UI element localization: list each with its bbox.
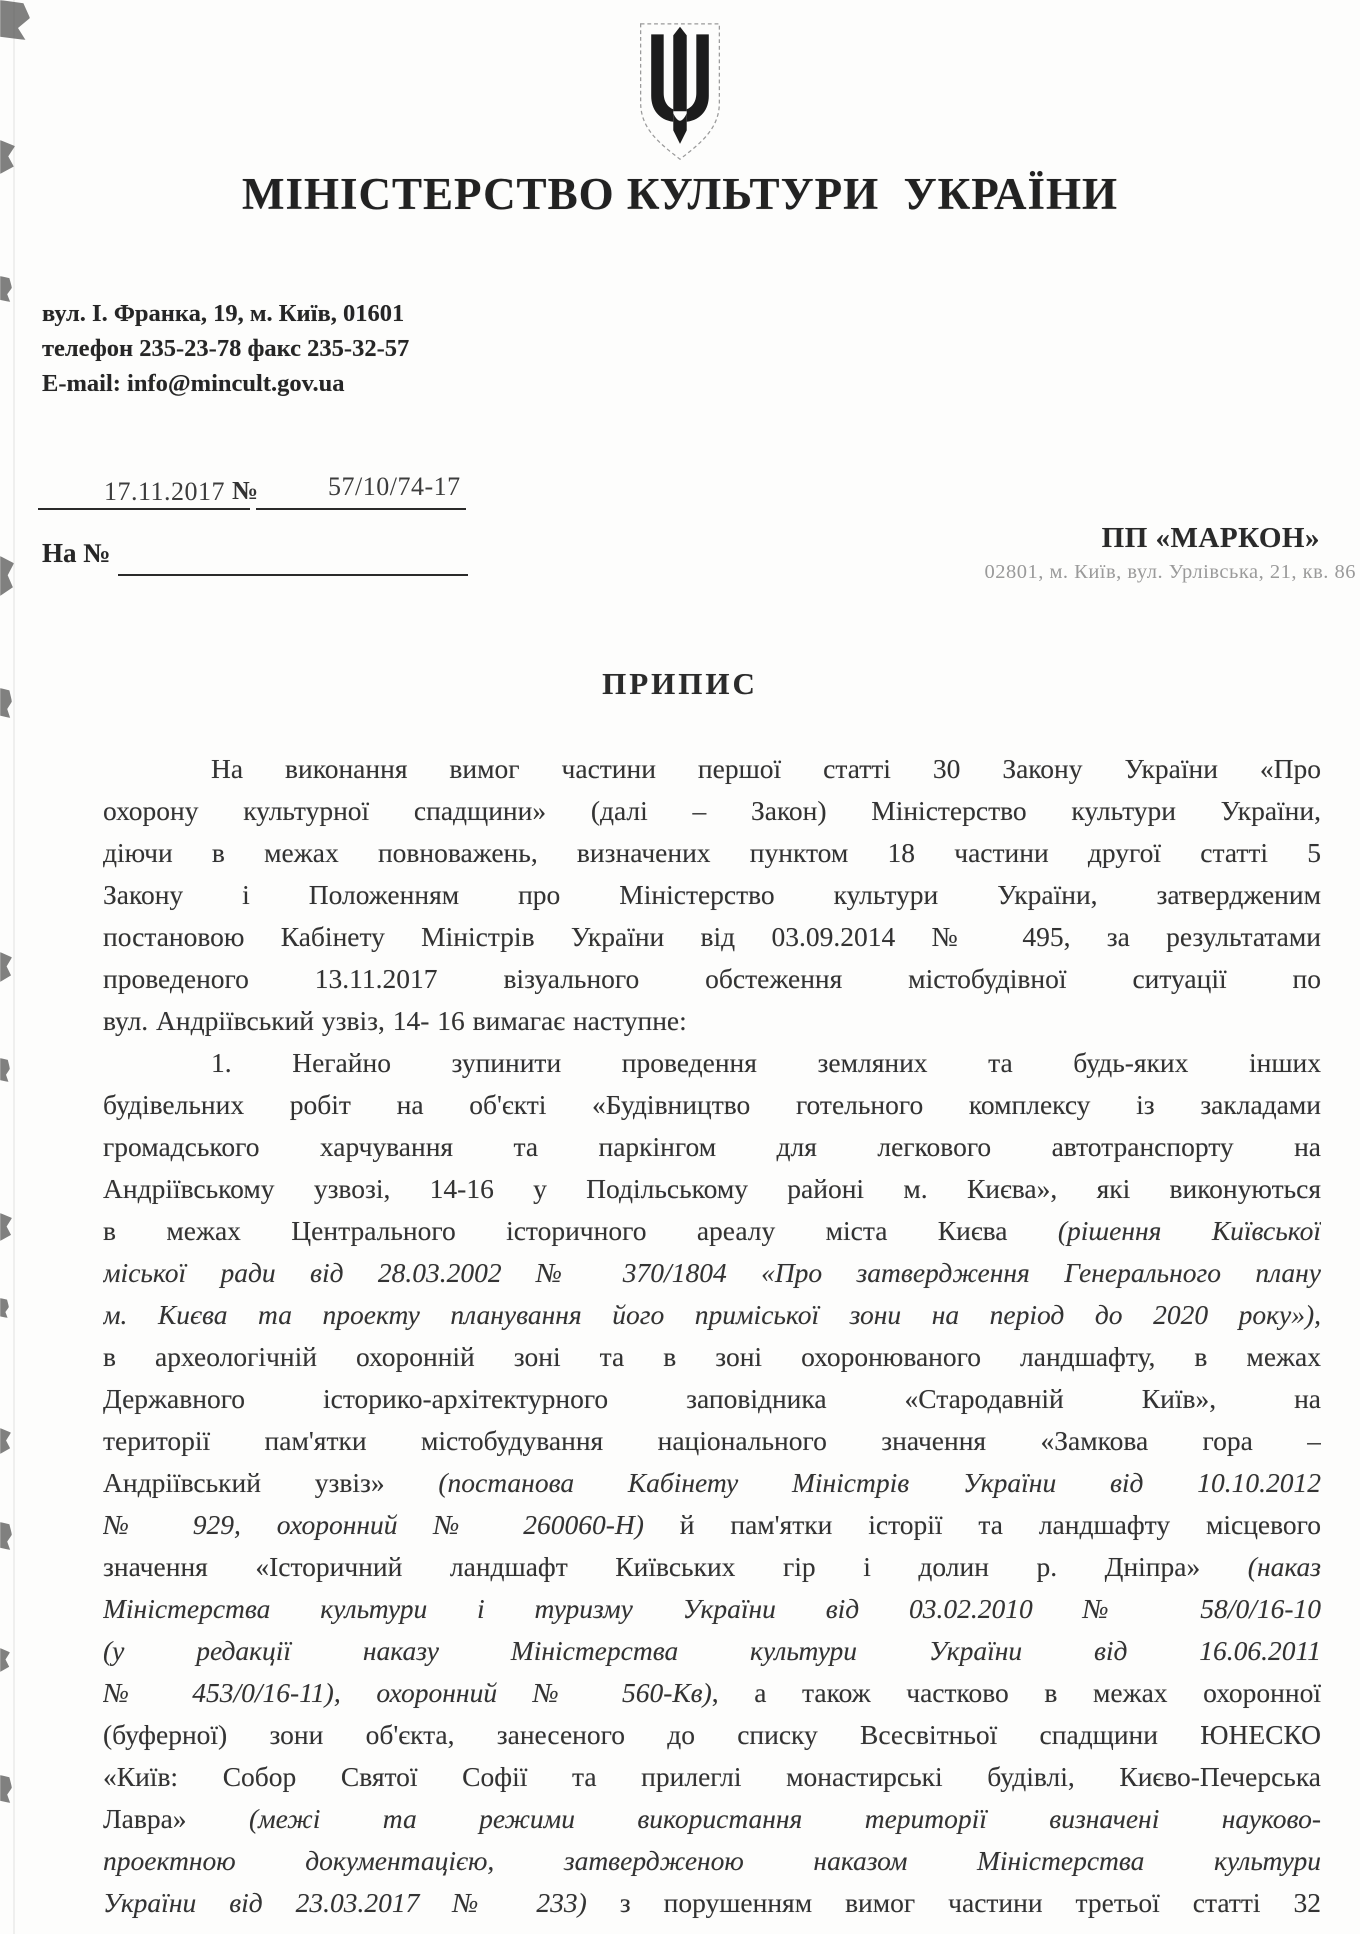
scan-artifact bbox=[0, 1648, 10, 1672]
outgoing-date: 17.11.2017 bbox=[104, 477, 226, 506]
body-line: Закону і Положенням про Міністерство культури України, затвердженим bbox=[103, 879, 1321, 910]
body-line: м. Києва та проекту планування його приміської зони на період до 2020 року»), bbox=[103, 1299, 1321, 1330]
body-line: України від 23.03.2017 № 233) з порушенням вимог частини третьої статті 32 bbox=[103, 1887, 1321, 1918]
body-line: На виконання вимог частини першої статті 30 Закону України «Про bbox=[211, 753, 1321, 784]
body-line: охорону культурної спадщини» (далі – Закон) Міністерство культури України, bbox=[103, 795, 1321, 826]
body-line: будівельних робіт на об'єкті «Будівництво готельного комплексу із закладами bbox=[103, 1089, 1321, 1120]
reply-to-label: На № bbox=[42, 538, 111, 568]
recipient-address: 02801, м. Київ, вул. Урлівська, 21, кв. 86 bbox=[984, 561, 1356, 583]
body-line: (у редакції наказу Міністерства культури України від 16.06.2011 bbox=[103, 1635, 1321, 1666]
scan-artifact bbox=[0, 556, 14, 596]
scan-artifact bbox=[0, 1775, 12, 1803]
body-line: (буферної) зони об'єкта, занесеного до списку Всесвітньої спадщини ЮНЕСКО bbox=[103, 1719, 1321, 1750]
body-line: Державного історико-архітектурного заповідника «Стародавній Київ», на bbox=[103, 1383, 1321, 1414]
body-line: вул. Андріївський узвіз, 14- 16 вимагає наступне: bbox=[103, 1005, 687, 1036]
body-line: в археологічній охоронній зоні та в зоні охоронюваного ландшафту, в межах bbox=[103, 1341, 1321, 1372]
scan-artifact bbox=[0, 952, 12, 982]
body-line: значення «Історичний ландшафт Київських гір і долин р. Дніпра» (наказ bbox=[103, 1551, 1321, 1582]
number-sign: № bbox=[232, 476, 259, 505]
scan-artifact bbox=[0, 1058, 10, 1082]
document-body bbox=[103, 748, 1321, 1924]
contact-email: E-mail: info@mincult.gov.ua bbox=[42, 370, 345, 397]
body-line: Андріївському узвозі, 14-16 у Подільському районі м. Києва», які виконуються bbox=[103, 1173, 1321, 1204]
body-line: 1. Негайно зупинити проведення земляних та будь-яких інших bbox=[211, 1047, 1321, 1078]
body-line: Міністерства культури і туризму України від 03.02.2010 № 58/0/16-10 bbox=[103, 1593, 1321, 1624]
contact-block bbox=[42, 296, 409, 401]
body-line: Лавра» (межі та режими використання території визначені науково- bbox=[103, 1803, 1321, 1834]
scan-artifact bbox=[0, 276, 12, 302]
scan-edge-line bbox=[13, 0, 15, 1934]
outgoing-number: 57/10/74-17 bbox=[328, 472, 461, 501]
contact-address: вул. І. Франка, 19, м. Київ, 01601 bbox=[42, 300, 405, 327]
scan-artifact bbox=[0, 1298, 9, 1318]
body-line: діючи в межах повноважень, визначених пунктом 18 частини другої статті 5 bbox=[103, 837, 1321, 868]
reply-underline bbox=[118, 574, 468, 576]
body-line: проведеного 13.11.2017 візуального обстеження містобудівної ситуації по bbox=[103, 963, 1321, 994]
document-heading: ПРИПИС bbox=[602, 666, 758, 701]
contact-phone: телефон 235-23-78 факс 235-32-57 bbox=[42, 335, 410, 362]
ukraine-trident-emblem bbox=[631, 20, 729, 164]
body-line: в межах Центрального історичного ареалу міста Києва (рішення Київської bbox=[103, 1215, 1321, 1246]
body-line: № 453/0/16-11), охоронний № 560-Кв), а також частково в межах охоронної bbox=[103, 1677, 1321, 1708]
number-underline bbox=[256, 508, 466, 510]
body-line: громадського харчування та паркінгом для легкового автотранспорту на bbox=[103, 1131, 1321, 1162]
body-line: постановою Кабінету Міністрів України від 03.09.2014 № 495, за результатами bbox=[103, 921, 1321, 952]
body-line: міської ради від 28.03.2002 № 370/1804 «Про затвердження Генерального плану bbox=[103, 1257, 1321, 1288]
body-line: № 929, охоронний № 260060-Н) й пам'ятки історії та ландшафту місцевого bbox=[103, 1509, 1321, 1540]
scan-artifact bbox=[0, 1428, 11, 1454]
ministry-title: МІНІСТЕРСТВО КУЛЬТУРИ УКРАЇНИ bbox=[242, 169, 1118, 219]
body-line: «Київ: Собор Святої Софії та прилеглі монастирські будівлі, Києво-Печерська bbox=[103, 1761, 1321, 1792]
recipient-name: ПП «МАРКОН» bbox=[1101, 522, 1320, 554]
recipient-block bbox=[984, 522, 1356, 584]
body-line: Андріївський узвіз» (постанова Кабінету Міністрів України від 10.10.2012 bbox=[103, 1467, 1321, 1498]
scan-artifact bbox=[0, 1522, 12, 1550]
body-line: проектною документацією, затвердженою наказом Міністерства культури bbox=[103, 1845, 1321, 1876]
scan-artifact bbox=[0, 0, 30, 40]
body-line: території пам'ятки містобудування національного значення «Замкова гора – bbox=[103, 1425, 1321, 1456]
scan-artifact bbox=[0, 1213, 12, 1241]
date-underline bbox=[38, 508, 250, 510]
